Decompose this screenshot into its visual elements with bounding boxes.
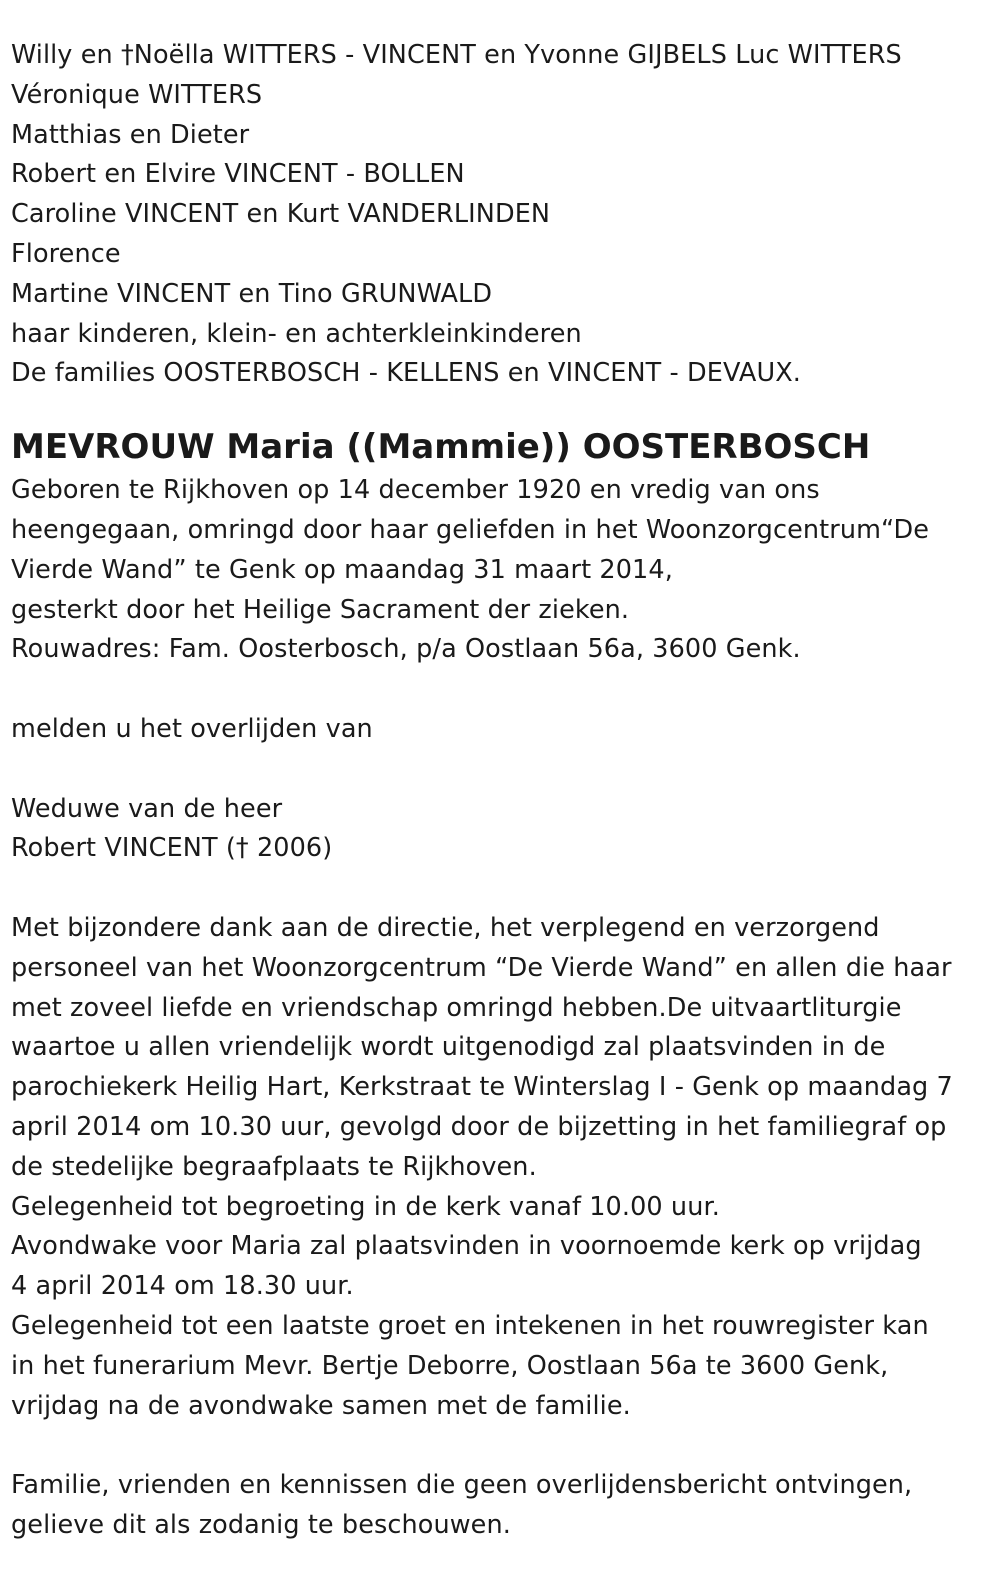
family-line: Florence — [11, 238, 121, 269]
family-line: De families OOSTERBOSCH - KELLENS en VINCENT - DEVAUX. — [11, 358, 801, 389]
widow-of — [11, 790, 986, 870]
info-line: waartoe u allen vriendelijk wordt uitgenodigd zal plaatsvinden in de — [11, 1032, 886, 1063]
spacer — [11, 750, 986, 790]
details-line: Vierde Wand” te Genk op maandag 31 maart 2014, — [11, 554, 673, 585]
family-list — [11, 36, 986, 394]
info-line: Met bijzondere dank aan de directie, het verplegend en verzorgend — [11, 912, 880, 943]
widow-line: Weduwe van de heer — [11, 793, 283, 824]
widow-line: Robert VINCENT († 2006) — [11, 833, 333, 864]
family-line: haar kinderen, klein- en achterkleinkinderen — [11, 318, 582, 349]
spacer — [11, 670, 986, 710]
details-line: gesterkt door het Heilige Sacrament der zieken. — [11, 594, 630, 625]
info-line: Gelegenheid tot een laatste groet en intekenen in het rouwregister kan — [11, 1310, 929, 1341]
info-line: Avondwake voor Maria zal plaatsvinden in voornoemde kerk op vrijdag — [11, 1231, 922, 1262]
family-line: Matthias en Dieter — [11, 119, 250, 150]
spacer — [11, 1426, 986, 1466]
details-line: Geboren te Rijkhoven op 14 december 1920 en vredig van ons — [11, 475, 820, 506]
closing-note — [11, 1466, 986, 1546]
birth-and-death-details — [11, 471, 986, 670]
info-line: de stedelijke begraafplaats te Rijkhoven. — [11, 1151, 537, 1182]
details-line: heengegaan, omringd door haar geliefden in het Woonzorgcentrum“De — [11, 514, 930, 545]
thanks-and-funeral-info — [11, 909, 986, 1426]
info-line: april 2014 om 10.30 uur, gevolgd door de bijzetting in het familiegraf op — [11, 1111, 947, 1142]
obituary-document — [11, 36, 986, 1546]
announcement-line: melden u het overlijden van — [11, 713, 373, 744]
mourning-address: Rouwadres: Fam. Oosterbosch, p/a Oostlaan 56a, 3600 Genk. — [11, 634, 801, 665]
closing-line: Familie, vrienden en kennissen die geen overlijdensbericht ontvingen, — [11, 1470, 913, 1501]
family-line: Véronique WITTERS — [11, 79, 263, 110]
family-line: Caroline VINCENT en Kurt VANDERLINDEN — [11, 199, 551, 230]
family-line: Martine VINCENT en Tino GRUNWALD — [11, 278, 493, 309]
spacer — [11, 869, 986, 909]
info-line: met zoveel liefde en vriendschap omringd hebben.De uitvaartliturgie — [11, 992, 902, 1023]
info-line: vrijdag na de avondwake samen met de familie. — [11, 1390, 631, 1421]
info-line: 4 april 2014 om 18.30 uur. — [11, 1271, 354, 1302]
info-line: personeel van het Woonzorgcentrum “De Vierde Wand” en allen die haar — [11, 952, 952, 983]
closing-line: gelieve dit als zodanig te beschouwen. — [11, 1509, 511, 1540]
family-line: Robert en Elvire VINCENT - BOLLEN — [11, 159, 465, 190]
info-line: parochiekerk Heilig Hart, Kerkstraat te Winterslag I - Genk op maandag 7 — [11, 1072, 953, 1103]
family-line: Willy en †Noëlla WITTERS - VINCENT en Yvonne GIJBELS Luc WITTERS — [11, 40, 902, 70]
info-line: Gelegenheid tot begroeting in de kerk vanaf 10.00 uur. — [11, 1191, 720, 1222]
info-line: in het funerarium Mevr. Bertje Deborre, Oostlaan 56a te 3600 Genk, — [11, 1350, 889, 1381]
deceased-name-heading: MEVROUW Maria ((Mammie)) OOSTERBOSCH — [11, 427, 871, 468]
